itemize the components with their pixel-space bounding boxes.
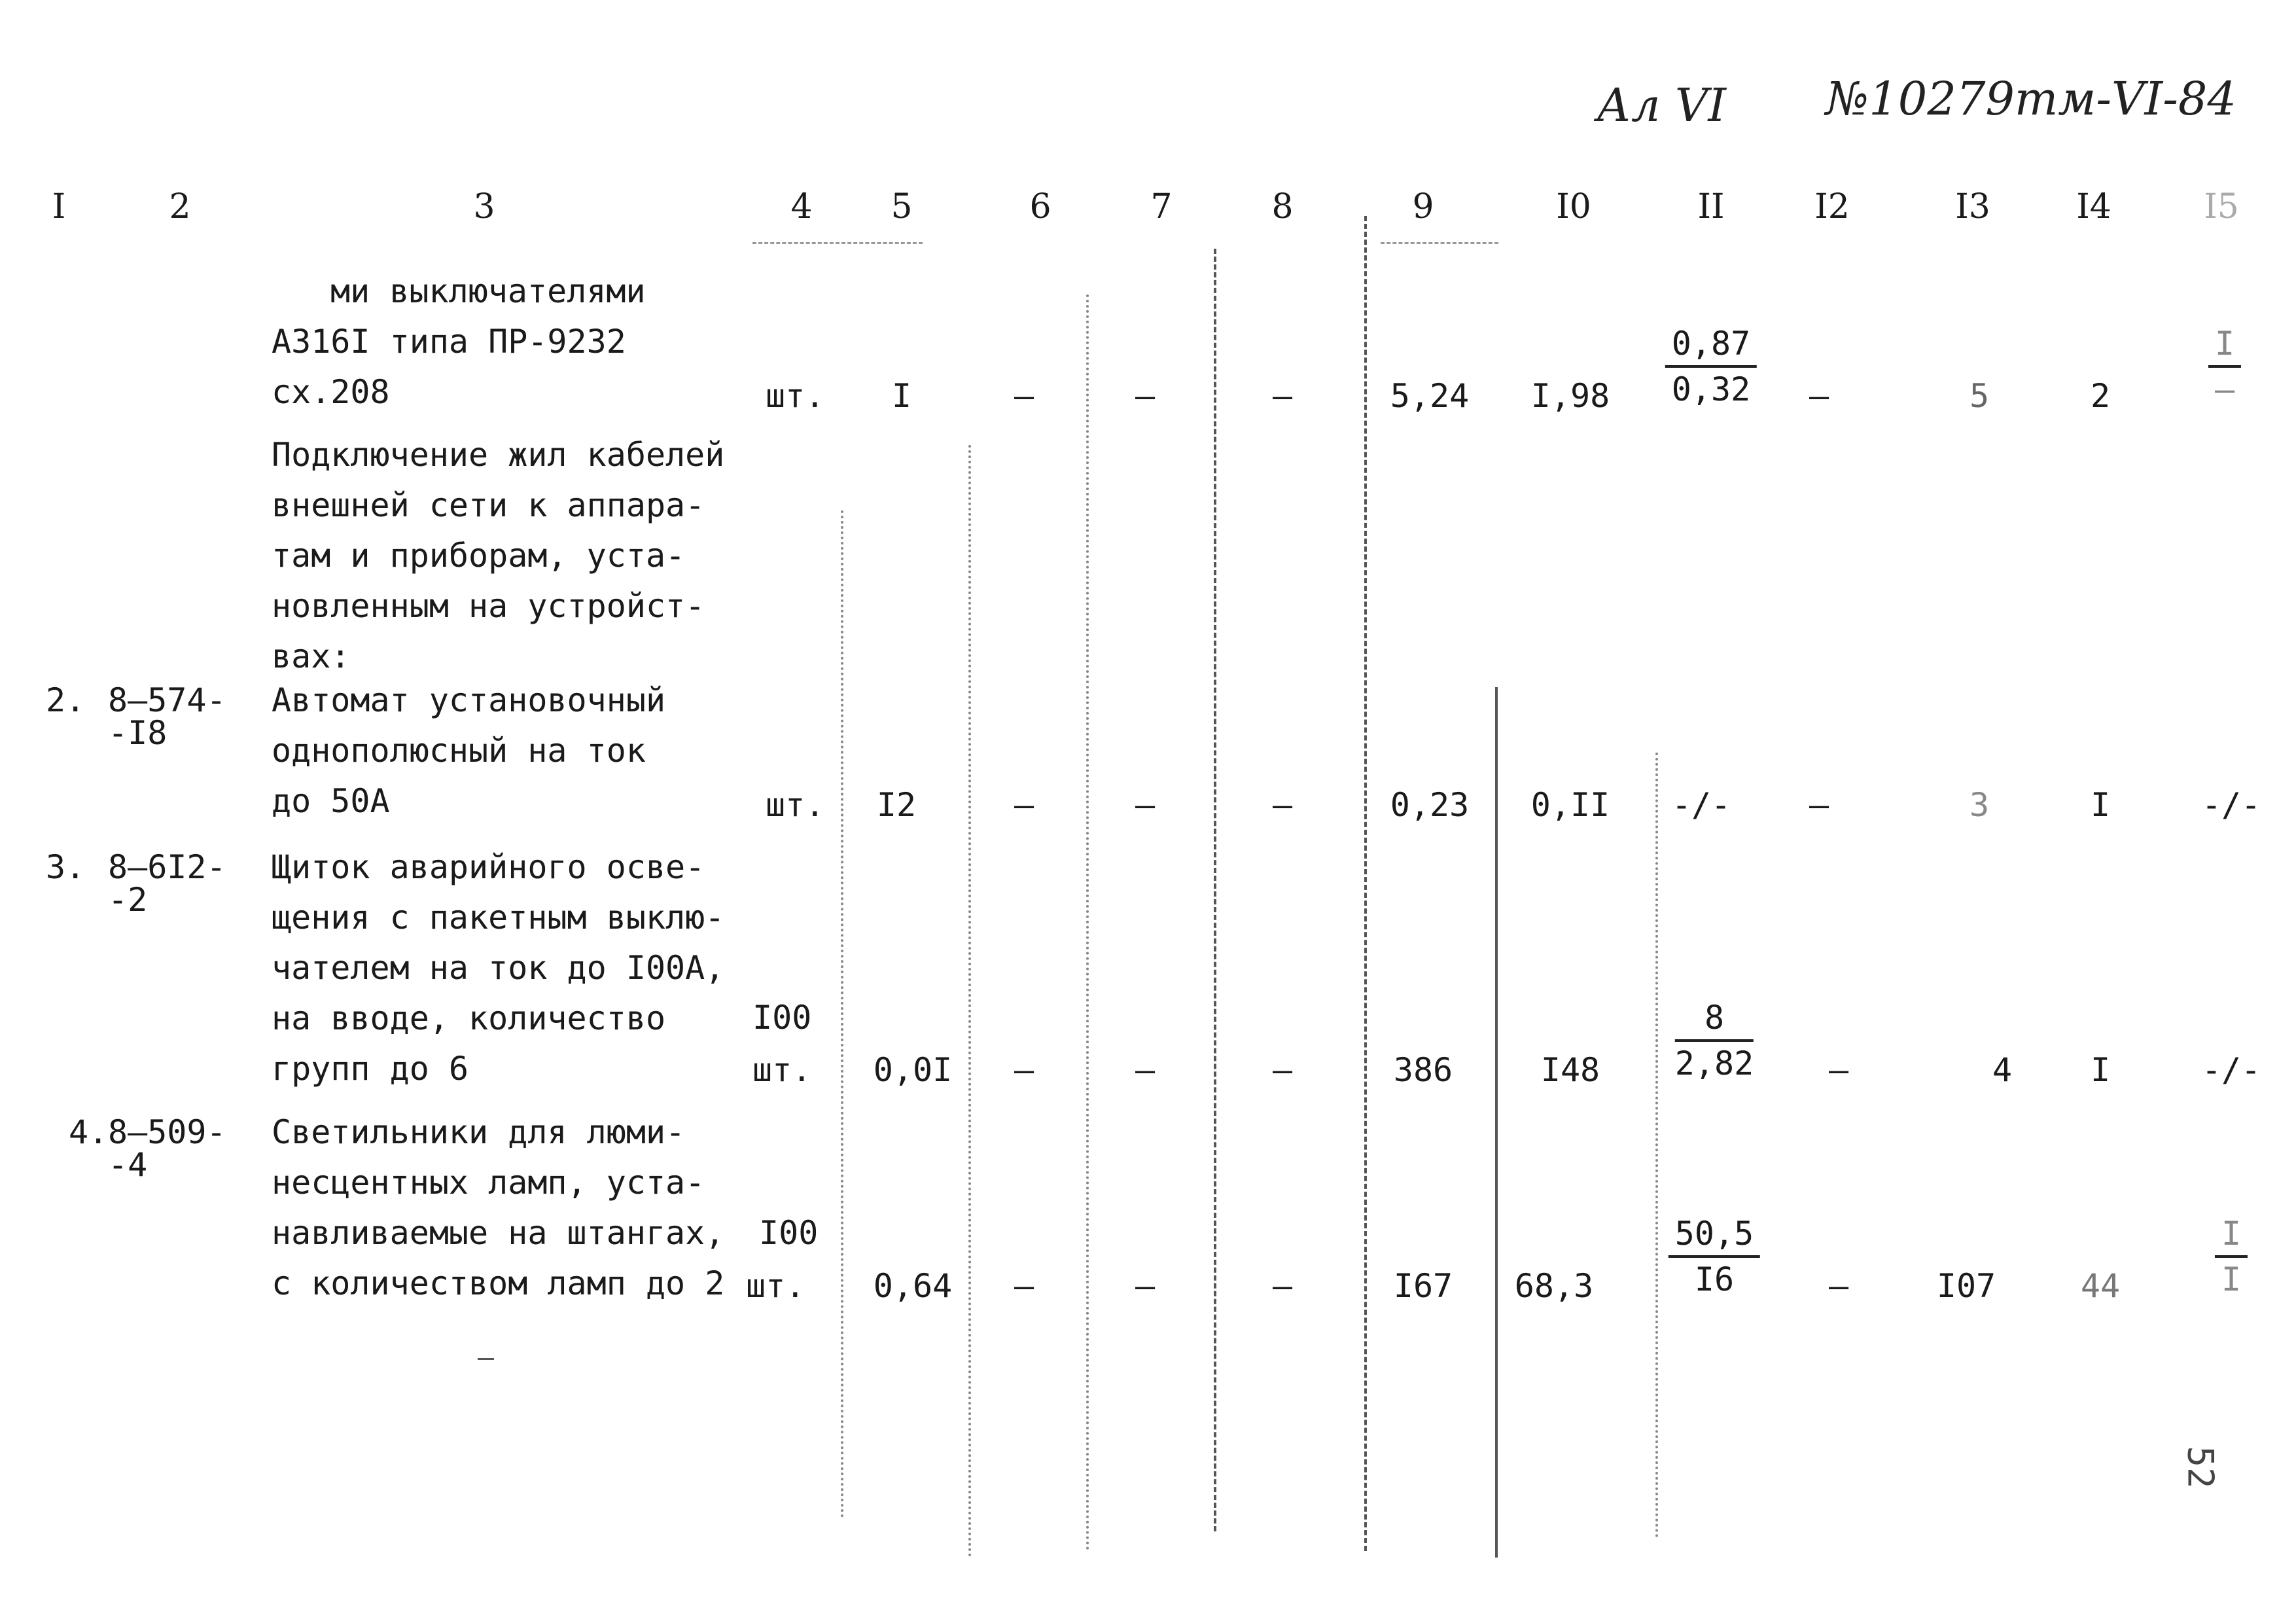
row-description-line: на вводе, количество [272, 999, 666, 1037]
col-header-8: 8 [1271, 187, 1294, 226]
row-col14: I [2090, 786, 2111, 824]
col-header-5: 5 [891, 187, 913, 226]
row-col9: 0,23 [1390, 786, 1470, 824]
fraction-denominator: 0,32 [1671, 370, 1751, 408]
row-col15: -/- [2201, 1051, 2261, 1089]
row-col14: 44 [2080, 1267, 2121, 1305]
col-header-14: I4 [2076, 187, 2111, 226]
row-col11-fraction [1669, 1217, 1760, 1296]
row-code-line: 8–574- [108, 681, 226, 719]
row-col7: – [1135, 1051, 1156, 1089]
row-col13: 4 [1992, 1051, 2013, 1089]
header-underline [752, 242, 923, 244]
row-col12: – [1828, 1267, 1849, 1305]
row-unit: шт. [766, 377, 825, 415]
row-col8: – [1272, 1051, 1293, 1089]
row-description-line: с количеством ламп до 2 [272, 1264, 725, 1302]
row-description-line: А316I типа ПР-9232 [272, 323, 626, 361]
column-separator [841, 510, 843, 1518]
fraction-numerator: I [2215, 1217, 2248, 1258]
row-col11-fraction [1665, 327, 1757, 406]
col-header-2: 2 [169, 187, 191, 226]
row-number: 2. [46, 681, 86, 719]
col-header-6: 6 [1029, 187, 1051, 226]
stray-mark [478, 1358, 494, 1360]
row-description-line: Подключение жил кабелей [272, 436, 725, 474]
row-description-line: навливаемые на штангах, [272, 1214, 725, 1252]
row-col14: 2 [2090, 377, 2111, 415]
row-code-line: 8–509- [108, 1113, 226, 1151]
row-quantity: 0,64 [873, 1267, 953, 1305]
row-col7: – [1135, 786, 1156, 824]
row-col12: – [1809, 377, 1829, 415]
row-col11-fraction [1675, 1001, 1754, 1080]
handwritten-annotation-right: №10279тм-VI-84 [1826, 72, 2236, 126]
fraction-denominator: I [2221, 1260, 2242, 1298]
fraction-denominator: – [2214, 370, 2235, 408]
column-separator [1655, 753, 1658, 1538]
page-number: 52 [2180, 1446, 2221, 1489]
row-col8: – [1272, 377, 1293, 415]
row-col10: 68,3 [1514, 1267, 1594, 1305]
row-description-line: Автомат установочный [272, 681, 666, 719]
col-header-15: I5 [2204, 187, 2239, 226]
row-number: 3. [46, 848, 86, 886]
row-col15-fraction [2215, 1217, 2248, 1296]
row-col7: – [1135, 377, 1156, 415]
column-separator [1364, 216, 1367, 1551]
fraction-denominator: 2,82 [1674, 1044, 1754, 1082]
row-col9: 386 [1393, 1051, 1453, 1089]
row-col7: – [1135, 1267, 1156, 1305]
row-col10: I,98 [1530, 377, 1610, 415]
row-description-line: чателем на ток до I00А, [272, 949, 725, 987]
column-separator [1086, 294, 1089, 1551]
col-header-13: I3 [1955, 187, 1990, 226]
row-col12: – [1828, 1051, 1849, 1089]
row-col14: I [2090, 1051, 2111, 1089]
row-col11: -/- [1671, 786, 1731, 824]
row-description-line: до 50А [272, 782, 390, 820]
column-separator [1495, 687, 1498, 1558]
row-code-line: -I8 [108, 714, 168, 752]
row-col9: I67 [1393, 1267, 1453, 1305]
column-separator [968, 445, 971, 1558]
col-header-3: 3 [473, 187, 495, 226]
row-quantity: I2 [876, 786, 917, 824]
col-header-1: I [52, 187, 66, 226]
row-unit: шт. [746, 1267, 805, 1305]
row-unit-count: I00 [752, 999, 812, 1037]
row-unit: шт. [766, 786, 825, 824]
row-unit-count: I00 [759, 1214, 819, 1252]
row-col12: – [1809, 786, 1829, 824]
row-quantity: 0,0I [873, 1051, 953, 1089]
row-description-line: Щиток аварийного осве- [272, 848, 705, 886]
row-col8: – [1272, 786, 1293, 824]
row-description-line: ми выключателями [330, 272, 646, 310]
row-col8: – [1272, 1267, 1293, 1305]
row-description-line: щения с пакетным выклю- [272, 899, 725, 936]
row-col6: – [1014, 1051, 1034, 1089]
col-header-11: II [1697, 187, 1725, 226]
header-underline [1381, 242, 1498, 244]
row-col13: 5 [1969, 377, 1990, 415]
row-col6: – [1014, 786, 1034, 824]
row-col9: 5,24 [1390, 377, 1470, 415]
row-description-line: вах: [272, 637, 351, 675]
row-code-line: -2 [108, 881, 148, 919]
row-col6: – [1014, 1267, 1034, 1305]
fraction-numerator: 0,87 [1665, 327, 1757, 368]
row-col15-fraction [2208, 327, 2241, 406]
row-description-line: внешней сети к аппара- [272, 486, 705, 524]
row-description-line: однополюсный на ток [272, 732, 646, 770]
handwritten-annotation-left: Ал VI [1597, 79, 1727, 132]
col-header-9: 9 [1412, 187, 1434, 226]
fraction-numerator: 50,5 [1669, 1217, 1760, 1258]
row-col13: I07 [1936, 1267, 1996, 1305]
row-unit: шт. [752, 1051, 812, 1089]
column-separator [1214, 249, 1216, 1531]
row-code-line: -4 [108, 1146, 148, 1184]
col-header-7: 7 [1150, 187, 1173, 226]
fraction-numerator: I [2208, 327, 2241, 368]
fraction-numerator: 8 [1675, 1001, 1754, 1042]
row-quantity: I [891, 377, 912, 415]
fraction-denominator: I6 [1694, 1260, 1735, 1298]
row-col6: – [1014, 377, 1034, 415]
col-header-4: 4 [790, 187, 813, 226]
row-description-line: новленным на устройст- [272, 587, 705, 625]
row-description-line: групп до 6 [272, 1050, 469, 1088]
row-col15: -/- [2201, 786, 2261, 824]
row-description-line: несцентных ламп, уста- [272, 1164, 705, 1202]
row-code-line: 8–6I2- [108, 848, 226, 886]
row-col13: 3 [1969, 786, 1990, 824]
row-col10: I48 [1540, 1051, 1600, 1089]
col-header-10: I0 [1556, 187, 1591, 226]
row-description-line: сх.208 [272, 373, 390, 411]
col-header-12: I2 [1814, 187, 1850, 226]
row-col10: 0,II [1530, 786, 1610, 824]
row-description-line: Светильники для люми- [272, 1113, 686, 1151]
row-number: 4. [69, 1113, 109, 1151]
row-description-line: там и приборам, уста- [272, 537, 686, 575]
